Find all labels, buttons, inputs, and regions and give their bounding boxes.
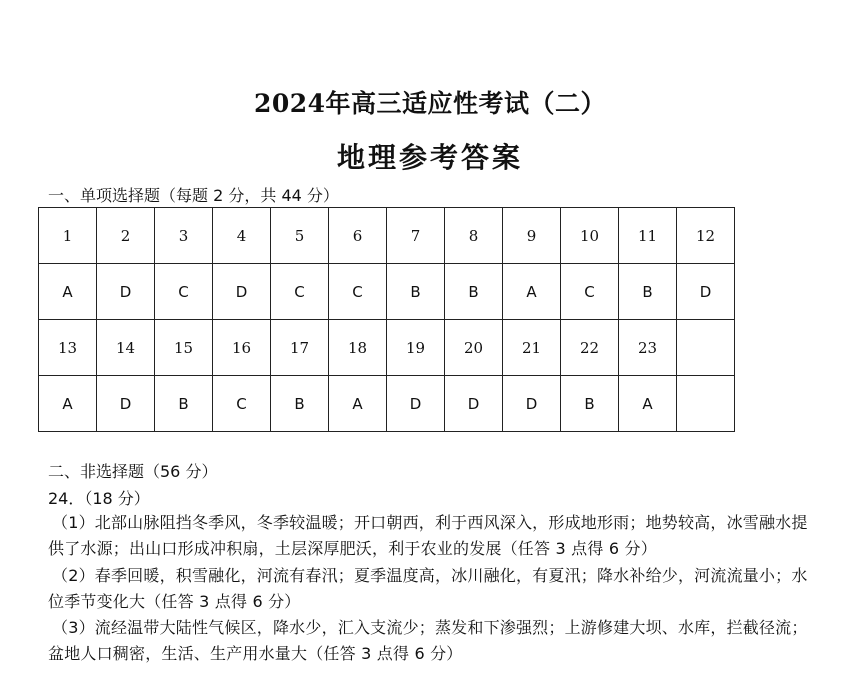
question-number: 23 bbox=[619, 320, 677, 376]
answer-row bbox=[39, 376, 735, 432]
answer-paragraph-2: （2）春季回暖，积雪融化，河流有春汛；夏季温度高，冰川融化，有夏汛；降水补给少，河流流量小；水位季节变化大（任答 3 点得 6 分） bbox=[48, 566, 808, 611]
question-number: 15 bbox=[155, 320, 213, 376]
answer-cell: B bbox=[155, 376, 213, 432]
question-number: 2 bbox=[97, 208, 155, 264]
question-number-row bbox=[39, 208, 735, 264]
question-number: 17 bbox=[271, 320, 329, 376]
answer-cell: B bbox=[561, 376, 619, 432]
answer-cell: A bbox=[503, 264, 561, 320]
question-number: 19 bbox=[387, 320, 445, 376]
section-1-heading: 一、单项选择题（每题 2 分，共 44 分） bbox=[48, 186, 339, 205]
question-number: 8 bbox=[445, 208, 503, 264]
question-number: 13 bbox=[39, 320, 97, 376]
question-number: 18 bbox=[329, 320, 387, 376]
answer-key-title: 地理参考答案 bbox=[336, 141, 523, 174]
question-number-row bbox=[39, 320, 735, 376]
question-number: 22 bbox=[561, 320, 619, 376]
question-number: 3 bbox=[155, 208, 213, 264]
answer-cell: C bbox=[155, 264, 213, 320]
answer-cell: D bbox=[97, 376, 155, 432]
question-number: 16 bbox=[213, 320, 271, 376]
exam-title: 2024年高三适应性考试（二） bbox=[253, 89, 607, 118]
question-number: 1 bbox=[39, 208, 97, 264]
answer-cell: C bbox=[271, 264, 329, 320]
answer-cell: B bbox=[619, 264, 677, 320]
answer-cell: D bbox=[213, 264, 271, 320]
answer-table bbox=[38, 207, 735, 432]
question-24-label: 24．（18 分） bbox=[48, 489, 150, 508]
answer-cell: C bbox=[561, 264, 619, 320]
answer-cell: D bbox=[677, 264, 735, 320]
question-number: 5 bbox=[271, 208, 329, 264]
answer-paragraph-1: （1）北部山脉阻挡冬季风，冬季较温暖；开口朝西，利于西风深入，形成地形雨；地势较高，冰雪融水提供了水源；出山口形成冲积扇，土层深厚肥沃，利于农业的发展（任答 3 点得 6 分） bbox=[48, 513, 808, 558]
question-number: 7 bbox=[387, 208, 445, 264]
answer-cell: A bbox=[619, 376, 677, 432]
question-number: 9 bbox=[503, 208, 561, 264]
answer-cell: D bbox=[387, 376, 445, 432]
section-2-heading: 二、非选择题（56 分） bbox=[48, 462, 218, 481]
answer-cell: C bbox=[213, 376, 271, 432]
question-number: 10 bbox=[561, 208, 619, 264]
question-number: 20 bbox=[445, 320, 503, 376]
question-number: 6 bbox=[329, 208, 387, 264]
question-number: 21 bbox=[503, 320, 561, 376]
answer-cell: D bbox=[97, 264, 155, 320]
answer-cell: A bbox=[329, 376, 387, 432]
answer-cell: A bbox=[39, 376, 97, 432]
question-number: 12 bbox=[677, 208, 735, 264]
question-number: 4 bbox=[213, 208, 271, 264]
question-number: 14 bbox=[97, 320, 155, 376]
answer-paragraph-3: （3）流经温带大陆性气候区，降水少，汇入支流少；蒸发和下渗强烈；上游修建大坝、水库，拦截径流；盆地人口稠密，生活、生产用水量大（任答 3 点得 6 分） bbox=[48, 618, 808, 663]
question-number: 11 bbox=[619, 208, 677, 264]
answer-cell: B bbox=[445, 264, 503, 320]
answer-cell bbox=[677, 376, 735, 432]
answer-cell: A bbox=[39, 264, 97, 320]
answer-cell: B bbox=[271, 376, 329, 432]
answer-cell: B bbox=[387, 264, 445, 320]
question-number bbox=[677, 320, 735, 376]
answer-row bbox=[39, 264, 735, 320]
answer-cell: C bbox=[329, 264, 387, 320]
answer-cell: D bbox=[503, 376, 561, 432]
answer-cell: D bbox=[445, 376, 503, 432]
